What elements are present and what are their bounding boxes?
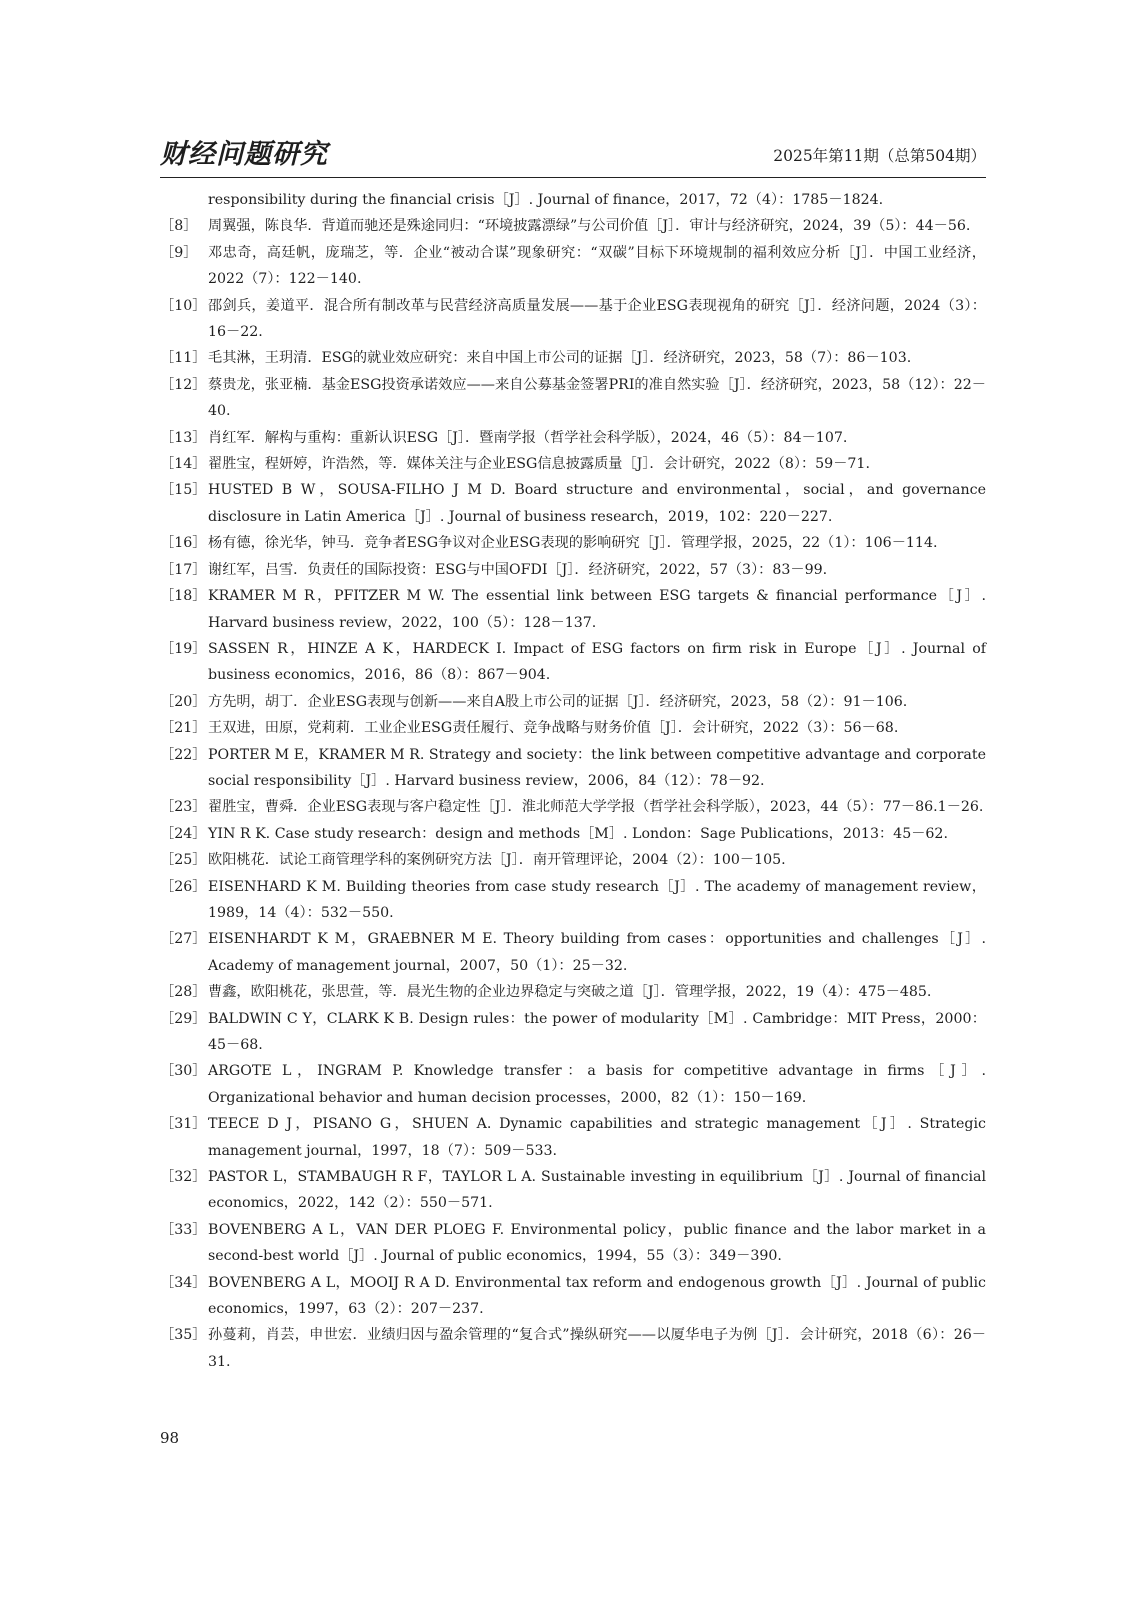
reference-text: 周翼强，陈良华．背道而驰还是殊途同归：“环境披露漂绿”与公司价值［J］．审计与经济研究，2024，39（5）：44－56. [208,218,971,235]
reference-item [160,1322,986,1375]
page-number: 98 [160,1429,180,1447]
reference-text: BALDWIN C Y，CLARK K B. Design rules：the power of modularity［M］. Cambridge：MIT Press，2000：45－68. [208,1010,986,1053]
reference-number: ［30］ [160,1063,207,1080]
reference-number: ［33］ [160,1221,207,1238]
reference-text: EISENHARD K M. Building theories from case study research［J］. The academy of management review，1989，14（4）：532－550. [208,878,986,921]
reference-item [160,530,986,556]
reference-number: ［14］ [160,456,207,473]
reference-number: ［34］ [160,1274,207,1291]
reference-list [160,187,986,1375]
reference-text: 欧阳桃花．试论工商管理学科的案例研究方法［J］．南开管理评论，2004（2）：100－105. [208,852,786,869]
reference-text: 翟胜宝，程妍婷，许浩然，等．媒体关注与企业ESG信息披露质量［J］．会计研究，2022（8）：59－71. [208,456,870,473]
reference-text: 孙蔓莉，肖芸，申世宏．业绩归因与盈余管理的“复合式”操纵研究——以厦华电子为例［J］．会计研究，2018（6）：26－31. [208,1327,986,1370]
reference-text: 王双进，田原，党莉莉．工业企业ESG责任履行、竞争战略与财务价值［J］．会计研究，2022（3）：56－68. [208,720,899,737]
reference-number: ［35］ [160,1327,207,1344]
reference-number: ［29］ [160,1010,207,1027]
reference-text: 杨有德，徐光华，钟马．竞争者ESG争议对企业ESG表现的影响研究［J］．管理学报，2025，22（1）：106－114. [208,535,938,552]
reference-text: 邓忠奇，高廷帆，庞瑞芝，等．企业“被动合谋”现象研究：“双碳”目标下环境规制的福利效应分析［J］．中国工业经济，2022（7）：122－140. [208,244,986,288]
reference-text: EISENHARDT K M，GRAEBNER M E. Theory building from cases：opportunities and challenges［J］. Academy of management journal，2007，50（1）：25－32. [208,931,986,974]
reference-item [160,240,986,293]
issue-info: 2025年第11期（总第504期） [773,147,986,165]
reference-text: 肖红军．解构与重构：重新认识ESG［J］．暨南学报（哲学社会科学版），2024，46（5）：84－107. [208,429,848,446]
reference-item [160,187,986,213]
reference-item [160,689,986,715]
reference-item [160,821,986,847]
reference-item [160,874,986,927]
reference-text: SASSEN R，HINZE A K，HARDECK I. Impact of ESG factors on firm risk in Europe［J］. Journal of business economics，2016，86（8）：867－904. [208,640,986,684]
reference-text: KRAMER M R，PFITZER M W. The essential link between ESG targets & financial performance［J］. Harvard business review，2022，100（5）：128－137. [208,588,986,631]
reference-number: ［17］ [160,561,207,578]
reference-text: 翟胜宝，曹舜．企业ESG表现与客户稳定性［J］．淮北师范大学学报（哲学社会科学版），2023，44（5）：77－86.1－26. [208,799,984,816]
reference-item [160,293,986,346]
reference-text: ARGOTE L，INGRAM P. Knowledge transfer：a basis for competitive advantage in firms［J］. Organizational behavior and human decision processes，2000，82（1）：150－169. [208,1063,986,1106]
reference-number: ［31］ [160,1116,207,1133]
reference-item [160,636,986,689]
reference-text: 谢红军，吕雪．负责任的国际投资：ESG与中国OFDI［J］．经济研究，2022，57（3）：83－99. [208,561,828,578]
page-header [160,138,986,174]
reference-text: 毛其淋，王玥清．ESG的就业效应研究：来自中国上市公司的证据［J］．经济研究，2023，58（7）：86－103. [208,350,912,367]
reference-number: ［27］ [160,931,207,948]
reference-number: ［32］ [160,1169,207,1186]
reference-item [160,345,986,371]
reference-text: BOVENBERG A L，VAN DER PLOEG F. Environmental policy，public finance and the labor market in a second-best world［J］. Journal of public economics，1994，55（3）：349－390. [208,1221,986,1265]
reference-number: ［22］ [160,746,207,763]
reference-text: 邵剑兵，姜道平．混合所有制改革与民营经济高质量发展——基于企业ESG表现视角的研究［J］．经济问题，2024（3）：16－22. [208,297,986,341]
reference-text: 蔡贵龙，张亚楠．基金ESG投资承诺效应——来自公募基金签署PRI的准自然实验［J］．经济研究，2023，58（12）：22－40. [208,376,986,420]
reference-number: ［26］ [160,878,207,895]
reference-number: ［8］ [160,218,198,235]
reference-item [160,477,986,530]
reference-number: ［21］ [160,720,207,737]
reference-text: YIN R K. Case study research：design and methods［M］. London：Sage Publications，2013：45－62. [208,825,948,842]
reference-number: ［11］ [160,350,207,367]
reference-item [160,1164,986,1217]
reference-text: BOVENBERG A L，MOOIJ R A D. Environmental tax reform and endogenous growth［J］. Journal of public economics，1997，63（2）：207－237. [208,1274,986,1318]
reference-text: TEECE D J，PISANO G，SHUEN A. Dynamic capabilities and strategic management［J］. Strategic management journal，1997，18（7）：509－533. [208,1116,986,1159]
reference-text: PASTOR L，STAMBAUGH R F，TAYLOR L A. Sustainable investing in equilibrium［J］. Journal of financial economics，2022，142（2）：550－571. [208,1169,986,1212]
reference-item [160,451,986,477]
reference-number: ［16］ [160,535,207,552]
reference-item [160,583,986,636]
reference-number: ［10］ [160,297,207,314]
reference-item [160,847,986,873]
reference-item [160,1111,986,1164]
reference-number: ［20］ [160,693,207,710]
reference-number: ［25］ [160,852,207,869]
reference-number: ［12］ [160,376,207,393]
reference-item [160,979,986,1005]
reference-text: PORTER M E，KRAMER M R. Strategy and society：the link between competitive advantage and corporate social responsibility［J］. Harvard business review，2006，84（12）：78－92. [208,746,986,789]
reference-number: ［13］ [160,429,207,446]
reference-item [160,425,986,451]
reference-item [160,372,986,425]
reference-item [160,1270,986,1323]
reference-number: ［15］ [160,482,207,499]
reference-text: responsibility during the financial crisis［J］. Journal of finance，2017，72（4）：1785－1824. [208,192,884,208]
reference-number: ［18］ [160,588,207,605]
reference-text: 方先明，胡丁．企业ESG表现与创新——来自A股上市公司的证据［J］．经济研究，2023，58（2）：91－106. [208,693,908,710]
reference-number: ［9］ [160,244,198,261]
reference-text: HUSTED B W，SOUSA-FILHO J M D. Board structure and environmental，social，and governance disclosure in Latin America［J］. Journal of business research，2019，102：220－227. [208,482,986,525]
reference-item [160,794,986,820]
reference-number: ［19］ [160,640,207,657]
reference-item [160,742,986,795]
reference-item [160,557,986,583]
reference-item [160,1217,986,1270]
reference-number: ［24］ [160,825,207,842]
reference-item [160,715,986,741]
header-rule [160,177,986,178]
reference-number: ［23］ [160,799,207,816]
reference-item [160,1058,986,1111]
journal-logo: 财经问题研究 [160,139,328,170]
reference-item [160,1006,986,1059]
reference-item [160,213,986,239]
reference-item [160,926,986,979]
reference-text: 曹鑫，欧阳桃花，张思萱，等．晨光生物的企业边界稳定与突破之道［J］．管理学报，2022，19（4）：475－485. [208,984,932,1001]
reference-number: ［28］ [160,984,207,1001]
